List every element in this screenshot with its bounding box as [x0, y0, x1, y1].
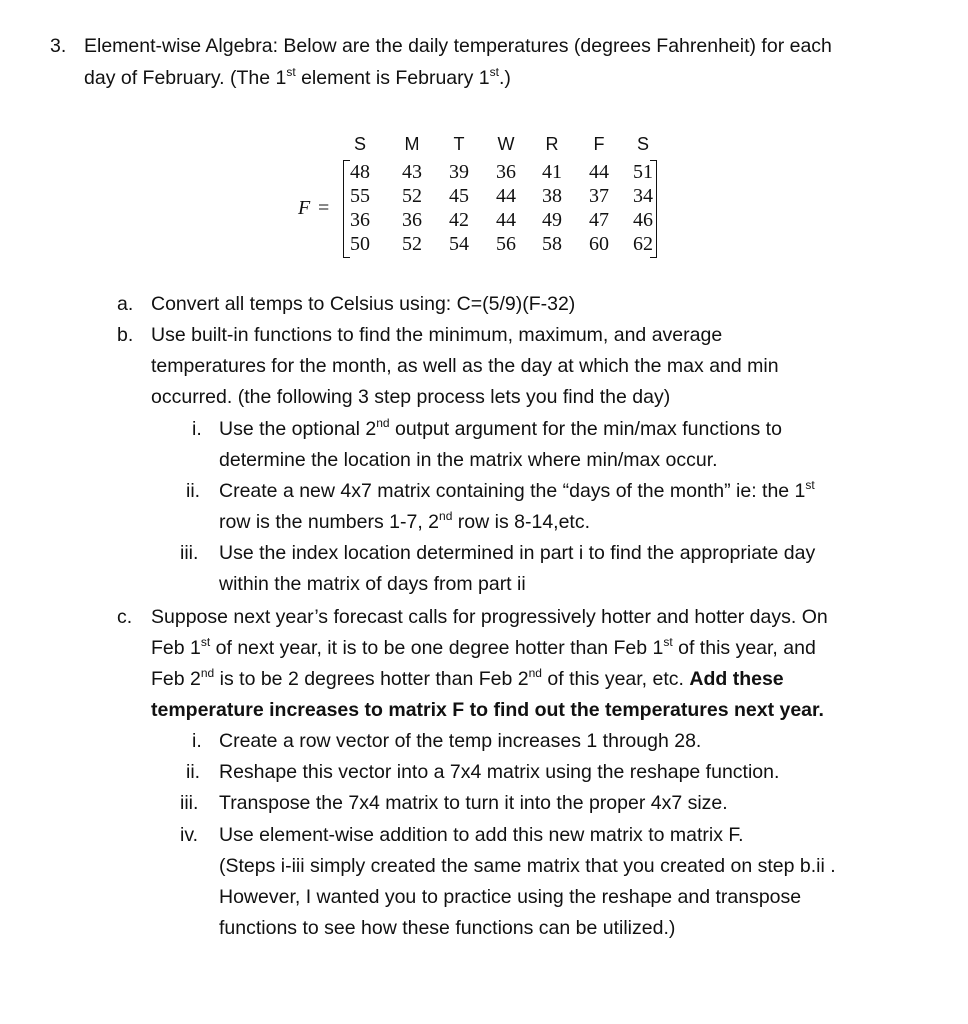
part-b-iii-line-1: Use the index location determined in part i to find the appropriate day [219, 542, 816, 564]
matrix-day-header: R [545, 134, 559, 154]
matrix-cell: 52 [402, 233, 422, 255]
matrix-cell: 55 [350, 185, 370, 207]
part-b-i-line-2: determine the location in the matrix where min/max occur. [219, 449, 718, 471]
part-c-i-text: Create a row vector of the temp increases 1 through 28. [219, 730, 702, 752]
part-c-line-3: Feb 2nd is to be 2 degrees hotter than Feb 2nd of this year, etc. Add these [151, 666, 784, 690]
matrix-day-header: M [404, 134, 420, 154]
part-b-line-1: Use built-in functions to find the minimum, maximum, and average [151, 324, 723, 346]
part-b-ii-line-1: Create a new 4x7 matrix containing the “days of the month” ie: the 1st [219, 478, 815, 502]
part-c-iv-line-3: However, I wanted you to practice using the reshape and transpose [219, 886, 802, 908]
part-c-ii-label: ii. [186, 761, 201, 783]
matrix-cell: 50 [350, 233, 370, 255]
matrix-variable: F [298, 197, 311, 219]
part-a-label: a. [117, 293, 134, 315]
part-c-iii-text: Transpose the 7x4 matrix to turn it into the proper 4x7 size. [219, 792, 728, 814]
matrix-cell: 49 [542, 209, 562, 231]
matrix-equals: = [318, 197, 330, 219]
matrix-cell: 56 [496, 233, 516, 255]
part-b-ii-line-2: row is the numbers 1-7, 2nd row is 8-14,etc. [219, 509, 591, 533]
matrix-cell: 36 [402, 209, 422, 231]
matrix-cell: 39 [449, 161, 469, 183]
matrix-cell: 37 [589, 185, 609, 207]
matrix-cell: 62 [633, 233, 653, 255]
question-line-1: Element-wise Algebra: Below are the daily temperatures (degrees Fahrenheit) for each [84, 35, 832, 57]
part-c-line-1: Suppose next year’s forecast calls for progressively hotter and hotter days. On [151, 606, 828, 628]
matrix-cell: 43 [402, 161, 422, 183]
part-c-line-2: Feb 1st of next year, it is to be one degree hotter than Feb 1st of this year, and [151, 635, 816, 659]
matrix-day-header: S [636, 134, 649, 154]
part-b-i-line-1: Use the optional 2nd output argument for the min/max functions to [219, 416, 782, 440]
matrix-day-header: T [453, 134, 465, 154]
matrix-cell: 60 [589, 233, 609, 255]
matrix-cell: 52 [402, 185, 422, 207]
part-a-text: Convert all temps to Celsius using: C=(5/9)(F-32) [151, 293, 576, 315]
part-b-i-label: i. [192, 418, 202, 440]
matrix-cell: 36 [496, 161, 516, 183]
matrix-cell: 34 [633, 185, 653, 207]
part-c-iv-line-1: Use element-wise addition to add this new matrix to matrix F. [219, 824, 744, 846]
part-c-iv-line-2: (Steps i-iii simply created the same matrix that you created on step b.ii . [219, 855, 836, 877]
matrix-cell: 38 [542, 185, 562, 207]
part-b-line-3: occurred. (the following 3 step process lets you find the day) [151, 386, 671, 408]
matrix-cell: 46 [633, 209, 653, 231]
matrix-day-header: S [353, 134, 366, 154]
matrix-cell: 36 [350, 209, 370, 231]
matrix-cell: 44 [589, 161, 609, 183]
part-b-label: b. [117, 324, 134, 346]
matrix-cell: 58 [542, 233, 562, 255]
matrix-cell: 51 [633, 161, 653, 183]
part-c-iv-line-4: functions to see how these functions can be utilized.) [219, 917, 676, 939]
matrix-cell: 44 [496, 185, 516, 207]
matrix-day-header: F [593, 134, 605, 154]
part-b-ii-label: ii. [186, 480, 201, 502]
part-c-iv-label: iv. [180, 824, 199, 846]
matrix-cell: 41 [542, 161, 562, 183]
matrix-cell: 54 [449, 233, 469, 255]
matrix-cell: 44 [496, 209, 516, 231]
matrix-cell: 48 [350, 161, 370, 183]
part-c-iii-label: iii. [180, 792, 199, 814]
matrix-cell: 42 [449, 209, 469, 231]
part-b-iii-line-2: within the matrix of days from part ii [219, 573, 526, 595]
part-c-i-label: i. [192, 730, 202, 752]
matrix-cell: 45 [449, 185, 469, 207]
part-b-line-2: temperatures for the month, as well as the day at which the max and min [151, 355, 779, 377]
part-c-label: c. [117, 606, 133, 628]
matrix-day-header: W [497, 134, 515, 154]
question-line-2: day of February. (The 1st element is February 1st.) [84, 65, 511, 89]
part-c-ii-text: Reshape this vector into a 7x4 matrix using the reshape function. [219, 761, 780, 783]
matrix-cell: 47 [589, 209, 609, 231]
part-b-iii-label: iii. [180, 542, 199, 564]
question-number: 3. [50, 35, 67, 57]
part-c-line-4: temperature increases to matrix F to find out the temperatures next year. [151, 699, 824, 721]
